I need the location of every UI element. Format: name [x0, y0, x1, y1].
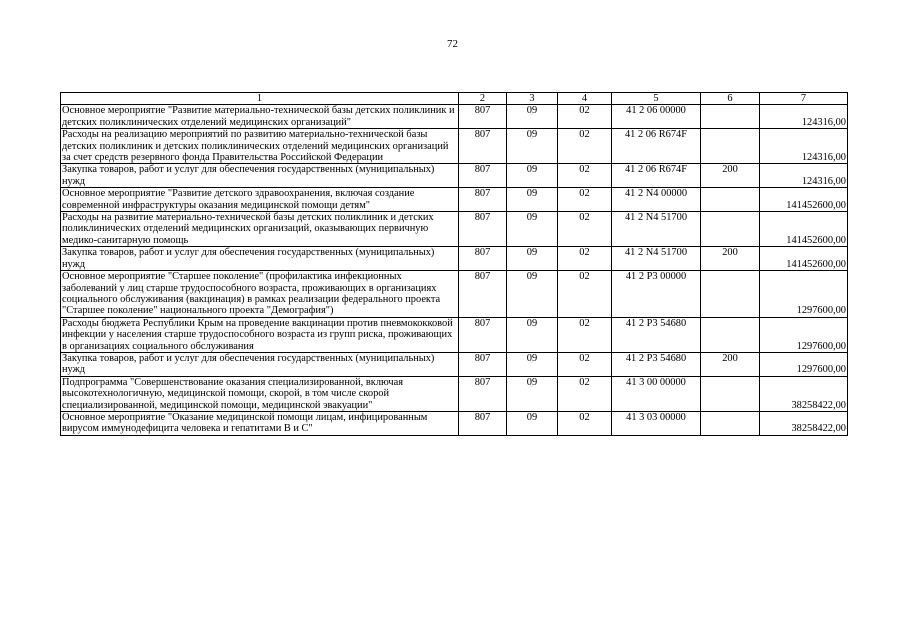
- table-row: [61, 411, 848, 435]
- table-row: [61, 188, 848, 212]
- section-code-cell: 09: [507, 352, 558, 376]
- ministry-code-cell: 807: [459, 317, 507, 352]
- expense-type-cell: 200: [701, 352, 760, 376]
- section-code-cell: 09: [507, 188, 558, 212]
- section-code-cell: 09: [507, 317, 558, 352]
- row-name-cell: Закупка товаров, работ и услуг для обеспечения государственных (муниципальных) нужд: [61, 164, 459, 188]
- expense-type-cell: [701, 129, 760, 164]
- section-code-cell: 09: [507, 247, 558, 271]
- row-name-cell: Подпрограмма "Совершенствование оказания специализированной, включая высокотехнологичную, медицинской помощи, скорой, в том числе скорой специализированной, медицинской помощи, медицинской эвакуации": [61, 376, 459, 411]
- amount-cell: 1297600,00: [760, 317, 848, 352]
- target-article-cell: 41 2 N4 51700: [612, 212, 701, 247]
- section-code-cell: 09: [507, 129, 558, 164]
- subsection-code-cell: 02: [558, 129, 612, 164]
- expense-type-cell: [701, 212, 760, 247]
- amount-cell: 1297600,00: [760, 271, 848, 318]
- subsection-code-cell: 02: [558, 271, 612, 318]
- section-code-cell: 09: [507, 271, 558, 318]
- amount-cell: 141452600,00: [760, 188, 848, 212]
- column-header: 6: [701, 93, 760, 105]
- ministry-code-cell: 807: [459, 105, 507, 129]
- ministry-code-cell: 807: [459, 129, 507, 164]
- row-name-cell: Основное мероприятие "Старшее поколение" (профилактика инфекционных заболеваний у лиц старше трудоспособного возраста, проживающих в организациях социального обслуживания (вакцинация) в рамках реализации федерального проекта "Старшее поколение" национального проекта "Демография"): [61, 271, 459, 318]
- target-article-cell: 41 2 N4 00000: [612, 188, 701, 212]
- table-row: [61, 352, 848, 376]
- column-header: 1: [61, 93, 459, 105]
- column-header: 4: [558, 93, 612, 105]
- ministry-code-cell: 807: [459, 188, 507, 212]
- subsection-code-cell: 02: [558, 317, 612, 352]
- amount-cell: 124316,00: [760, 164, 848, 188]
- expense-type-cell: [701, 105, 760, 129]
- table-row: [61, 105, 848, 129]
- expense-type-cell: [701, 188, 760, 212]
- column-header: 2: [459, 93, 507, 105]
- table-row: [61, 317, 848, 352]
- amount-cell: 141452600,00: [760, 247, 848, 271]
- target-article-cell: 41 2 06 00000: [612, 105, 701, 129]
- table-row: [61, 164, 848, 188]
- column-header: 7: [760, 93, 848, 105]
- row-name-cell: Основное мероприятие "Развитие материально-технической базы детских поликлиник и детских поликлинических отделений медицинских организаций": [61, 105, 459, 129]
- target-article-cell: 41 3 03 00000: [612, 411, 701, 435]
- table-row: [61, 376, 848, 411]
- amount-cell: 38258422,00: [760, 411, 848, 435]
- section-code-cell: 09: [507, 212, 558, 247]
- subsection-code-cell: 02: [558, 376, 612, 411]
- table-row: [61, 247, 848, 271]
- amount-cell: 38258422,00: [760, 376, 848, 411]
- ministry-code-cell: 807: [459, 352, 507, 376]
- row-name-cell: Расходы на развитие материально-технической базы детских поликлиник и детских поликлинических отделений медицинских организаций, оказывающих первичную медико-санитарную помощь: [61, 212, 459, 247]
- target-article-cell: 41 2 06 R674F: [612, 164, 701, 188]
- column-header: 3: [507, 93, 558, 105]
- column-header: 5: [612, 93, 701, 105]
- table-row: [61, 271, 848, 318]
- amount-cell: 124316,00: [760, 129, 848, 164]
- ministry-code-cell: 807: [459, 164, 507, 188]
- expense-type-cell: [701, 411, 760, 435]
- section-code-cell: 09: [507, 164, 558, 188]
- subsection-code-cell: 02: [558, 188, 612, 212]
- ministry-code-cell: 807: [459, 247, 507, 271]
- target-article-cell: 41 2 06 R674F: [612, 129, 701, 164]
- ministry-code-cell: 807: [459, 376, 507, 411]
- target-article-cell: 41 2 P3 54680: [612, 352, 701, 376]
- section-code-cell: 09: [507, 411, 558, 435]
- subsection-code-cell: 02: [558, 105, 612, 129]
- expense-type-cell: [701, 376, 760, 411]
- target-article-cell: 41 2 N4 51700: [612, 247, 701, 271]
- target-article-cell: 41 2 P3 54680: [612, 317, 701, 352]
- row-name-cell: Закупка товаров, работ и услуг для обеспечения государственных (муниципальных) нужд: [61, 247, 459, 271]
- expense-type-cell: 200: [701, 247, 760, 271]
- subsection-code-cell: 02: [558, 247, 612, 271]
- section-code-cell: 09: [507, 376, 558, 411]
- subsection-code-cell: 02: [558, 352, 612, 376]
- ministry-code-cell: 807: [459, 271, 507, 318]
- amount-cell: 141452600,00: [760, 212, 848, 247]
- budget-table: [60, 92, 848, 436]
- target-article-cell: 41 3 00 00000: [612, 376, 701, 411]
- subsection-code-cell: 02: [558, 212, 612, 247]
- row-name-cell: Закупка товаров, работ и услуг для обеспечения государственных (муниципальных) нужд: [61, 352, 459, 376]
- expense-type-cell: 200: [701, 164, 760, 188]
- ministry-code-cell: 807: [459, 411, 507, 435]
- row-name-cell: Расходы бюджета Республики Крым на проведение вакцинации против пневмококковой инфекции у населения старше трудоспособного возраста из групп риска, проживающих в организациях социального обслуживания: [61, 317, 459, 352]
- table-header-row: [61, 93, 848, 105]
- row-name-cell: Расходы на реализацию мероприятий по развитию материально-технической базы детских поликлиник и детских поликлинических отделений медицинских организаций за счет средств резервного фонда Правительства Российской Федерации: [61, 129, 459, 164]
- subsection-code-cell: 02: [558, 411, 612, 435]
- section-code-cell: 09: [507, 105, 558, 129]
- page-number: 72: [447, 38, 458, 50]
- table-row: [61, 129, 848, 164]
- expense-type-cell: [701, 317, 760, 352]
- row-name-cell: Основное мероприятие "Оказание медицинской помощи лицам, инфицированным вирусом иммунодефицита человека и гепатитами В и С": [61, 411, 459, 435]
- table-row: [61, 212, 848, 247]
- subsection-code-cell: 02: [558, 164, 612, 188]
- expense-type-cell: [701, 271, 760, 318]
- ministry-code-cell: 807: [459, 212, 507, 247]
- row-name-cell: Основное мероприятие "Развитие детского здравоохранения, включая создание современной инфраструктуры оказания медицинской помощи детям": [61, 188, 459, 212]
- amount-cell: 124316,00: [760, 105, 848, 129]
- amount-cell: 1297600,00: [760, 352, 848, 376]
- target-article-cell: 41 2 P3 00000: [612, 271, 701, 318]
